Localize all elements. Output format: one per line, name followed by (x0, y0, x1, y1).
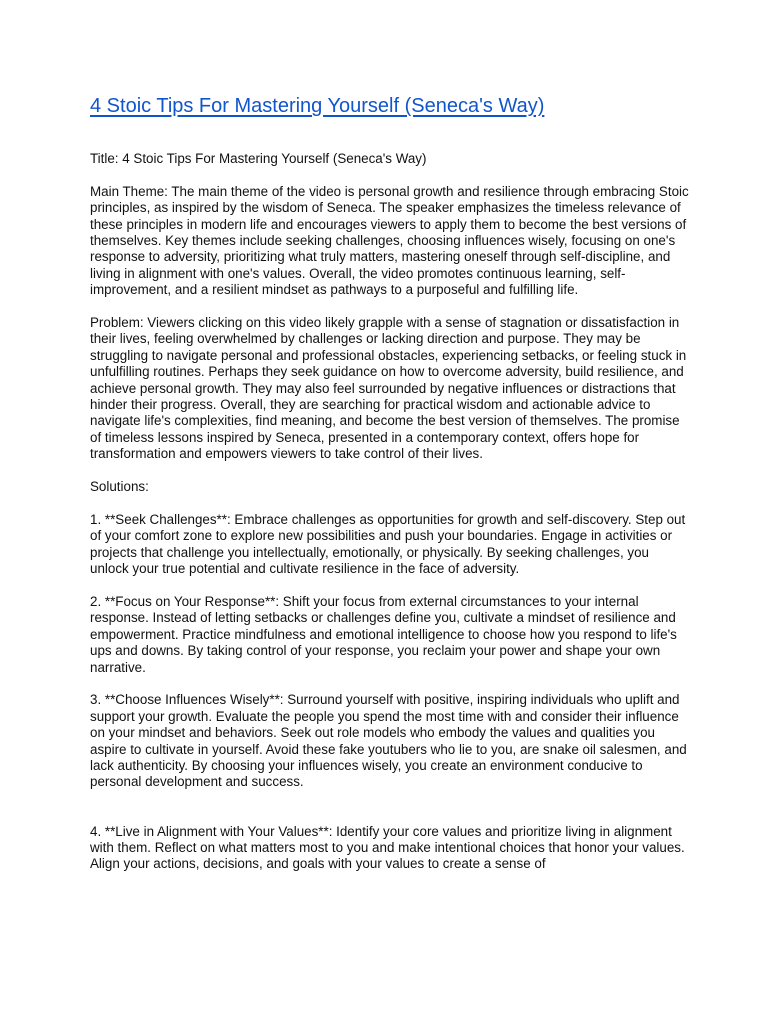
main-theme-paragraph: Main Theme: The main theme of the video is personal growth and resilience through embracing Stoic principles, as inspired by the wisdom of Seneca. The speaker emphasizes the timeless relevance of these principles in modern life and encourages viewers to apply them to become the best versions of themselves. Key themes include seeking challenges, choosing influences wisely, focusing on one's response to adversity, prioritizing what truly matters, mastering oneself through self-discipline, and living in alignment with one's values. Overall, the video promotes continuous learning, self-improvement, and a resilient mindset as pathways to a purposeful and fulfilling life. (90, 183, 689, 298)
solution-1-paragraph: 1. **Seek Challenges**: Embrace challenges as opportunities for growth and self-discovery. Step out of your comfort zone to explore new possibilities and push your boundaries. Engage in activities or projects that challenge you intellectually, emotionally, or physically. By seeking challenges, you unlock your true potential and cultivate resilience in the face of adversity. (90, 511, 686, 577)
solution-4-paragraph: 4. **Live in Alignment with Your Values**: Identify your core values and prioritize living in alignment with them. Reflect on what matters most to you and make intentional choices that honor your values. Align your actions, decisions, and goals with your values to create a sense of (90, 823, 685, 872)
problem-paragraph: Problem: Viewers clicking on this video likely grapple with a sense of stagnation or dissatisfaction in their lives, feeling overwhelmed by challenges or lacking direction and purpose. They may be struggling to navigate personal and professional obstacles, experiencing setbacks, or feeling stuck in unfulfilling routines. Perhaps they seek guidance on how to overcome adversity, build resilience, and achieve personal growth. They may also feel surrounded by negative influences or distractions that hinder their progress. Overall, they are searching for practical wisdom and actionable advice to navigate life's complexities, find meaning, and become the best version of themselves. The promise of timeless lessons inspired by Seneca, presented in a contemporary context, offers hope for transformation and empowers viewers to take control of their lives. (90, 315, 687, 462)
solutions-heading: Solutions: (90, 479, 149, 495)
title-line: Title: 4 Stoic Tips For Mastering Yourself (Seneca's Way) (90, 151, 427, 166)
blank-line-spacer (90, 807, 690, 823)
document-title-link[interactable]: 4 Stoic Tips For Mastering Yourself (Seneca's Way) (90, 95, 545, 117)
solution-3-paragraph: 3. **Choose Influences Wisely**: Surround yourself with positive, inspiring individuals who uplift and support your growth. Evaluate the people you spend the most time with and consider their influence on your mindset and behaviors. Seek out role models who embody the values and qualities you aspire to cultivate in yourself. Avoid these fake youtubers who lie to you, are snake oil salesmen, and lack authenticity. By choosing your influences wisely, you create an environment conducive to personal development and success. (90, 692, 687, 790)
solution-2-paragraph: 2. **Focus on Your Response**: Shift your focus from external circumstances to your internal response. Instead of letting setbacks or challenges define you, cultivate a mindset of resilience and empowerment. Practice mindfulness and emotional intelligence to choose how you respond to life's ups and downs. By taking control of your response, you reclaim your power and shape your own narrative. (90, 593, 677, 675)
document-page (90, 92, 690, 889)
